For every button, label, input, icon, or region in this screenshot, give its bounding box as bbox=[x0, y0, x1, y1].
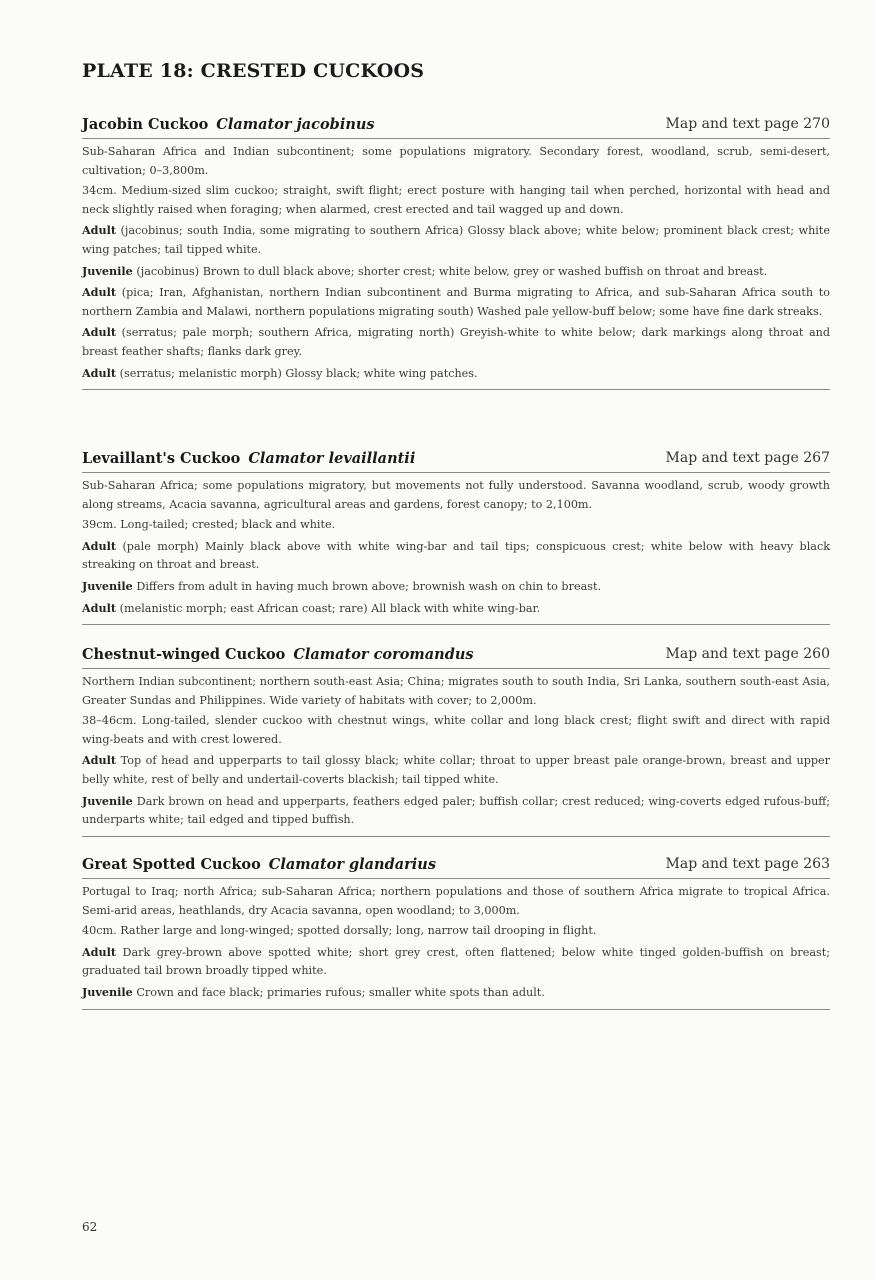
description-text: Sub-Saharan Africa and Indian subcontinent; some populations migratory. Secondary forest, woodland, scrub, semi-desert, cultivation; 0–3,800m. bbox=[82, 145, 830, 177]
description-paragraph bbox=[82, 143, 830, 180]
species-description bbox=[82, 143, 830, 383]
subspecies-note: (serratus; pale morph; southern Africa, migrating north) bbox=[121, 326, 455, 340]
subspecies-note: (serratus; melanistic morph) bbox=[119, 366, 282, 380]
description-paragraph bbox=[82, 577, 830, 597]
header-rule bbox=[82, 668, 830, 669]
description-paragraph bbox=[82, 221, 830, 259]
description-paragraph bbox=[82, 922, 830, 941]
plate-title: PLATE 18: CRESTED CUCKOOS bbox=[82, 60, 425, 82]
description-paragraph bbox=[82, 182, 830, 219]
plumage-label: Adult bbox=[82, 285, 117, 300]
description-text: Top of head and upperparts to tail glossy black; white collar; throat to upper breast pale orange-brown, breast and upper belly white, rest of belly and undertail-coverts blackish; tail tipped white. bbox=[82, 754, 830, 786]
species-scientific-name: Clamator jacobinus bbox=[216, 116, 375, 133]
species-header bbox=[82, 856, 830, 878]
species-description bbox=[82, 883, 830, 1003]
map-reference: Map and text page 270 bbox=[665, 116, 830, 132]
species-common-name: Great Spotted Cuckoo bbox=[82, 856, 261, 873]
plumage-label: Adult bbox=[82, 944, 117, 959]
description-text: (melanistic morph; east African coast; rare) All black with white wing-bar. bbox=[119, 601, 541, 615]
description-paragraph bbox=[82, 516, 830, 535]
subspecies-note: (pica; Iran, Afghanistan, northern Indian subcontinent and Burma migrating to Africa, and sub-Saharan Africa south to northern Zambia and Malawi, northern populations migrating south) bbox=[82, 286, 830, 318]
description-paragraph bbox=[82, 983, 830, 1003]
section-divider bbox=[82, 624, 830, 625]
description-paragraph bbox=[82, 712, 830, 749]
description-text: Greyish-white to white below; dark markings along throat and breast feather shafts; flanks dark grey. bbox=[82, 326, 830, 358]
section-divider bbox=[82, 389, 830, 390]
description-text: Crown and face black; primaries rufous; smaller white spots than adult. bbox=[136, 985, 545, 999]
description-paragraph bbox=[82, 323, 830, 361]
species-entry-chestnut-winged-cuckoo bbox=[82, 646, 830, 837]
species-scientific-name: Clamator levaillantii bbox=[248, 450, 416, 467]
map-reference: Map and text page 263 bbox=[665, 856, 830, 872]
description-paragraph bbox=[82, 283, 830, 321]
plumage-label: Juvenile bbox=[82, 793, 133, 808]
description-paragraph bbox=[82, 792, 830, 830]
plumage-label: Juvenile bbox=[82, 984, 133, 999]
description-text: (pale morph) Mainly black above with white wing-bar and tail tips; conspicuous crest; white below with heavy black streaking on throat and breast. bbox=[82, 539, 830, 572]
species-scientific-name: Clamator glandarius bbox=[268, 856, 436, 873]
map-reference: Map and text page 260 bbox=[665, 646, 830, 662]
description-paragraph bbox=[82, 943, 830, 981]
description-text: 34cm. Medium-sized slim cuckoo; straight, swift flight; erect posture with hanging tail when perched, horizontal with head and neck slightly raised when foraging; when alarmed, crest erected and tail wagged up and down. bbox=[82, 184, 830, 216]
page-number: 62 bbox=[82, 1220, 98, 1234]
plumage-label: Adult bbox=[82, 365, 117, 380]
species-entry-jacobin-cuckoo bbox=[82, 116, 830, 390]
description-text: 38–46cm. Long-tailed, slender cuckoo with chestnut wings, white collar and long black crest; flight swift and direct with rapid wing-beats and with crest lowered. bbox=[82, 714, 830, 746]
header-rule bbox=[82, 878, 830, 879]
species-description bbox=[82, 477, 830, 618]
description-text: Differs from adult in having much brown above; brownish wash on chin to breast. bbox=[136, 579, 602, 593]
description-text: 39cm. Long-tailed; crested; black and white. bbox=[82, 518, 336, 532]
description-paragraph bbox=[82, 477, 830, 514]
species-common-name: Jacobin Cuckoo bbox=[82, 116, 209, 133]
description-text: Brown to dull black above; shorter crest; white below, grey or washed buffish on throat and breast. bbox=[199, 264, 768, 278]
plumage-label: Adult bbox=[82, 538, 117, 553]
description-paragraph bbox=[82, 751, 830, 789]
header-rule bbox=[82, 138, 830, 139]
species-entry-levaillants-cuckoo bbox=[82, 450, 830, 625]
description-text: Portugal to Iraq; north Africa; sub-Saharan Africa; northern populations and those of southern Africa migrate to tropical Africa. Semi-arid areas, heathlands, dry Acacia savanna, open woodland; to 3,000m. bbox=[82, 885, 830, 917]
document-page bbox=[82, 0, 830, 1280]
species-header bbox=[82, 116, 830, 138]
section-divider bbox=[82, 1009, 830, 1010]
species-common-name: Levaillant's Cuckoo bbox=[82, 450, 241, 467]
description-paragraph bbox=[82, 262, 830, 282]
plumage-label: Juvenile bbox=[82, 578, 133, 593]
description-text: Dark grey-brown above spotted white; short grey crest, often flattened; below white tinged golden-buffish on breast; graduated tail brown broadly tipped white. bbox=[82, 945, 830, 978]
description-text: Glossy black; white wing patches. bbox=[281, 366, 478, 380]
species-header bbox=[82, 646, 830, 668]
description-paragraph bbox=[82, 599, 830, 619]
header-rule bbox=[82, 472, 830, 473]
description-paragraph bbox=[82, 673, 830, 710]
description-paragraph bbox=[82, 537, 830, 575]
species-description bbox=[82, 673, 830, 830]
description-text: Dark brown on head and upperparts, feathers edged paler; buffish collar; crest reduced; wing-coverts edged rufous-buff; underparts white; tail edged and tipped buffish. bbox=[82, 794, 830, 827]
species-common-name: Chestnut-winged Cuckoo bbox=[82, 646, 286, 663]
description-text: Northern Indian subcontinent; northern south-east Asia; China; migrates south to south India, Sri Lanka, southern south-east Asia, Greater Sundas and Philippines. Wide variety of habitats with cover; to 2,000m. bbox=[82, 675, 830, 707]
subspecies-note: (jacobinus) bbox=[136, 264, 200, 278]
description-text: 40cm. Rather large and long-winged; spotted dorsally; long, narrow tail drooping in flight. bbox=[82, 924, 597, 938]
plumage-label: Adult bbox=[82, 325, 117, 340]
plumage-label: Adult bbox=[82, 223, 117, 238]
description-text: Glossy black above; white below; prominent black crest; white wing patches; tail tipped white. bbox=[82, 224, 830, 256]
plumage-label: Adult bbox=[82, 600, 117, 615]
description-paragraph bbox=[82, 883, 830, 920]
subspecies-note: (jacobinus; south India, some migrating to southern Africa) bbox=[120, 224, 464, 238]
species-entry-great-spotted-cuckoo bbox=[82, 856, 830, 1010]
section-divider bbox=[82, 836, 830, 837]
plumage-label: Adult bbox=[82, 753, 117, 768]
plumage-label: Juvenile bbox=[82, 263, 133, 278]
description-text: Washed pale yellow-buff below; some have fine dark streaks. bbox=[473, 304, 823, 318]
description-text: Sub-Saharan Africa; some populations migratory, but movements not fully understood. Savanna woodland, scrub, woody growth along streams, Acacia savanna, agricultural areas and gardens, forest canopy; to 2,100m. bbox=[82, 479, 830, 511]
description-paragraph bbox=[82, 364, 830, 384]
species-scientific-name: Clamator coromandus bbox=[293, 646, 474, 663]
species-header bbox=[82, 450, 830, 472]
map-reference: Map and text page 267 bbox=[665, 450, 830, 466]
